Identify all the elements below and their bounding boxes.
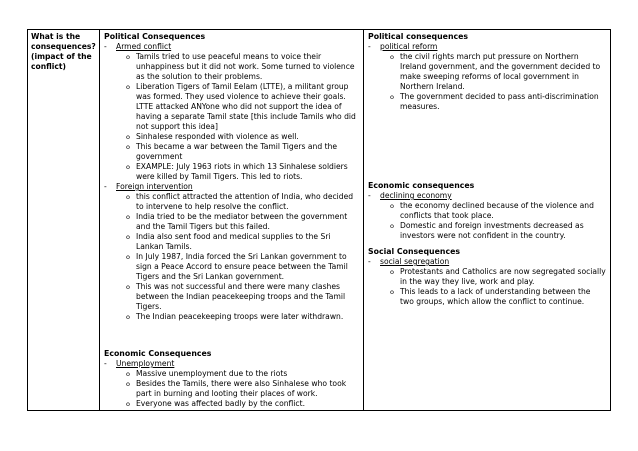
- point-text: India also sent food and medical supplies to the Sri Lankan Tamils.: [136, 232, 331, 251]
- sri-lanka-cell: [100, 30, 364, 410]
- list-item: [368, 52, 606, 92]
- circle-bullet-icon: o: [126, 400, 130, 408]
- point-text: Tamils tried to use peaceful means to voice their unhappiness but it did not work. Some turned to violence as the solution to their problems.: [136, 52, 355, 81]
- circle-bullet-icon: o: [390, 202, 394, 210]
- point-text: Domestic and foreign investments decreased as investors were not confident in the country.: [400, 221, 584, 240]
- point-text: The Indian peacekeeping troops were later withdrawn.: [136, 312, 344, 321]
- dash-marker: -: [104, 359, 107, 368]
- northern-ireland-cell: [364, 30, 610, 410]
- circle-bullet-icon: o: [126, 193, 130, 201]
- point-text: India tried to be the mediator between the government and the Tamil Tigers but this failed.: [136, 212, 348, 231]
- sub-heading: [104, 359, 359, 369]
- social-section: [368, 247, 606, 307]
- sub-heading: [368, 191, 606, 201]
- section-heading: Economic Consequences: [104, 349, 212, 358]
- dash-marker: -: [368, 191, 371, 200]
- point-list: [368, 267, 606, 307]
- circle-bullet-icon: o: [126, 53, 130, 61]
- dash-marker: -: [368, 257, 371, 266]
- list-item: [104, 252, 359, 282]
- point-text: EXAMPLE: July 1963 riots in which 13 Sinhalese soldiers were killed by Tamil Tigers. This led to riots.: [136, 162, 348, 181]
- economic-section: [368, 181, 606, 241]
- list-item: [104, 82, 359, 132]
- political-section: [104, 32, 359, 322]
- circle-bullet-icon: o: [390, 93, 394, 101]
- list-item: [368, 287, 606, 307]
- circle-bullet-icon: o: [126, 163, 130, 171]
- section-heading: Social Consequences: [368, 247, 460, 256]
- sub-heading: [368, 42, 606, 52]
- economic-section: [104, 349, 359, 409]
- list-item: [104, 282, 359, 312]
- sub-heading-label: Unemployment: [116, 359, 175, 368]
- point-text: Liberation Tigers of Tamil Eelam (LTTE), a militant group was formed. They used violence to achieve their goals. LTTE attacked ANYone who did not support the idea of having a separate Tamil state [this include Tamils who did not support this idea]: [136, 82, 356, 131]
- list-item: [104, 162, 359, 182]
- circle-bullet-icon: o: [126, 213, 130, 221]
- circle-bullet-icon: o: [126, 370, 130, 378]
- point-text: the civil rights march put pressure on Northern Ireland government, and the government decided to make sweeping reforms of local government in Northern Ireland.: [400, 52, 601, 91]
- point-text: This became a war between the Tamil Tigers and the government: [136, 142, 338, 161]
- circle-bullet-icon: o: [390, 53, 394, 61]
- circle-bullet-icon: o: [390, 222, 394, 230]
- point-list: [104, 52, 359, 182]
- dash-marker: -: [368, 42, 371, 51]
- list-item: [104, 312, 359, 322]
- sub-heading: [104, 182, 359, 192]
- point-text: This leads to a lack of understanding between the two groups, which allow the conflict to continue.: [400, 287, 591, 306]
- circle-bullet-icon: o: [126, 143, 130, 151]
- point-text: Everyone was affected badly by the conflict.: [136, 399, 305, 408]
- consequences-table: [27, 29, 611, 411]
- list-item: [104, 192, 359, 212]
- list-item: [368, 267, 606, 287]
- sub-heading-label: social segregation: [380, 257, 450, 266]
- point-list: [368, 201, 606, 241]
- point-text: this conflict attracted the attention of India, who decided to intervene to help resolve the conflict.: [136, 192, 354, 211]
- sub-heading-label: Armed conflict: [116, 42, 172, 51]
- circle-bullet-icon: o: [126, 283, 130, 291]
- circle-bullet-icon: o: [126, 380, 130, 388]
- point-text: In July 1987, India forced the Sri Lankan government to sign a Peace Accord to ensure peace between the Tamil Tigers and the Sri Lankan government.: [136, 252, 348, 281]
- sub-heading: [368, 257, 606, 267]
- circle-bullet-icon: o: [126, 253, 130, 261]
- sub-heading-label: Foreign intervention: [116, 182, 193, 191]
- circle-bullet-icon: o: [126, 83, 130, 91]
- sub-heading: [104, 42, 359, 52]
- list-item: [368, 221, 606, 241]
- dash-marker: -: [104, 42, 107, 51]
- circle-bullet-icon: o: [126, 133, 130, 141]
- circle-bullet-icon: o: [390, 268, 394, 276]
- circle-bullet-icon: o: [126, 313, 130, 321]
- point-text: Protestants and Catholics are now segregated socially in the way they live, work and play.: [400, 267, 606, 286]
- list-item: [368, 92, 606, 112]
- section-heading: Political Consequences: [104, 32, 206, 41]
- point-text: the economy declined because of the violence and conflicts that took place.: [400, 201, 594, 220]
- section-heading: Political consequences: [368, 32, 469, 41]
- point-text: Massive unemployment due to the riots: [136, 369, 288, 378]
- list-item: [104, 399, 359, 409]
- point-list: [368, 52, 606, 112]
- list-item: [104, 379, 359, 399]
- point-text: Besides the Tamils, there were also Sinhalese who took part in burning and looting their places of work.: [136, 379, 347, 398]
- list-item: [104, 369, 359, 379]
- list-item: [368, 201, 606, 221]
- political-section: [368, 32, 606, 112]
- point-text: Sinhalese responded with violence as well.: [136, 132, 299, 141]
- row-heading: What is the consequences? (impact of the conflict): [31, 32, 96, 71]
- circle-bullet-icon: o: [126, 233, 130, 241]
- point-list: [104, 192, 359, 322]
- list-item: [104, 52, 359, 82]
- circle-bullet-icon: o: [390, 288, 394, 296]
- section-heading: Economic consequences: [368, 181, 475, 190]
- list-item: [104, 232, 359, 252]
- sub-heading-label: political reform: [380, 42, 438, 51]
- list-item: [104, 142, 359, 162]
- list-item: [104, 132, 359, 142]
- dash-marker: -: [104, 182, 107, 191]
- sub-heading-label: declining economy: [380, 191, 452, 200]
- list-item: [104, 212, 359, 232]
- point-text: The government decided to pass anti-discrimination measures.: [400, 92, 599, 111]
- row-heading-cell: [28, 30, 100, 410]
- point-text: This was not successful and there were many clashes between the Indian peacekeeping troops and the Tamil Tigers.: [136, 282, 346, 311]
- point-list: [104, 369, 359, 409]
